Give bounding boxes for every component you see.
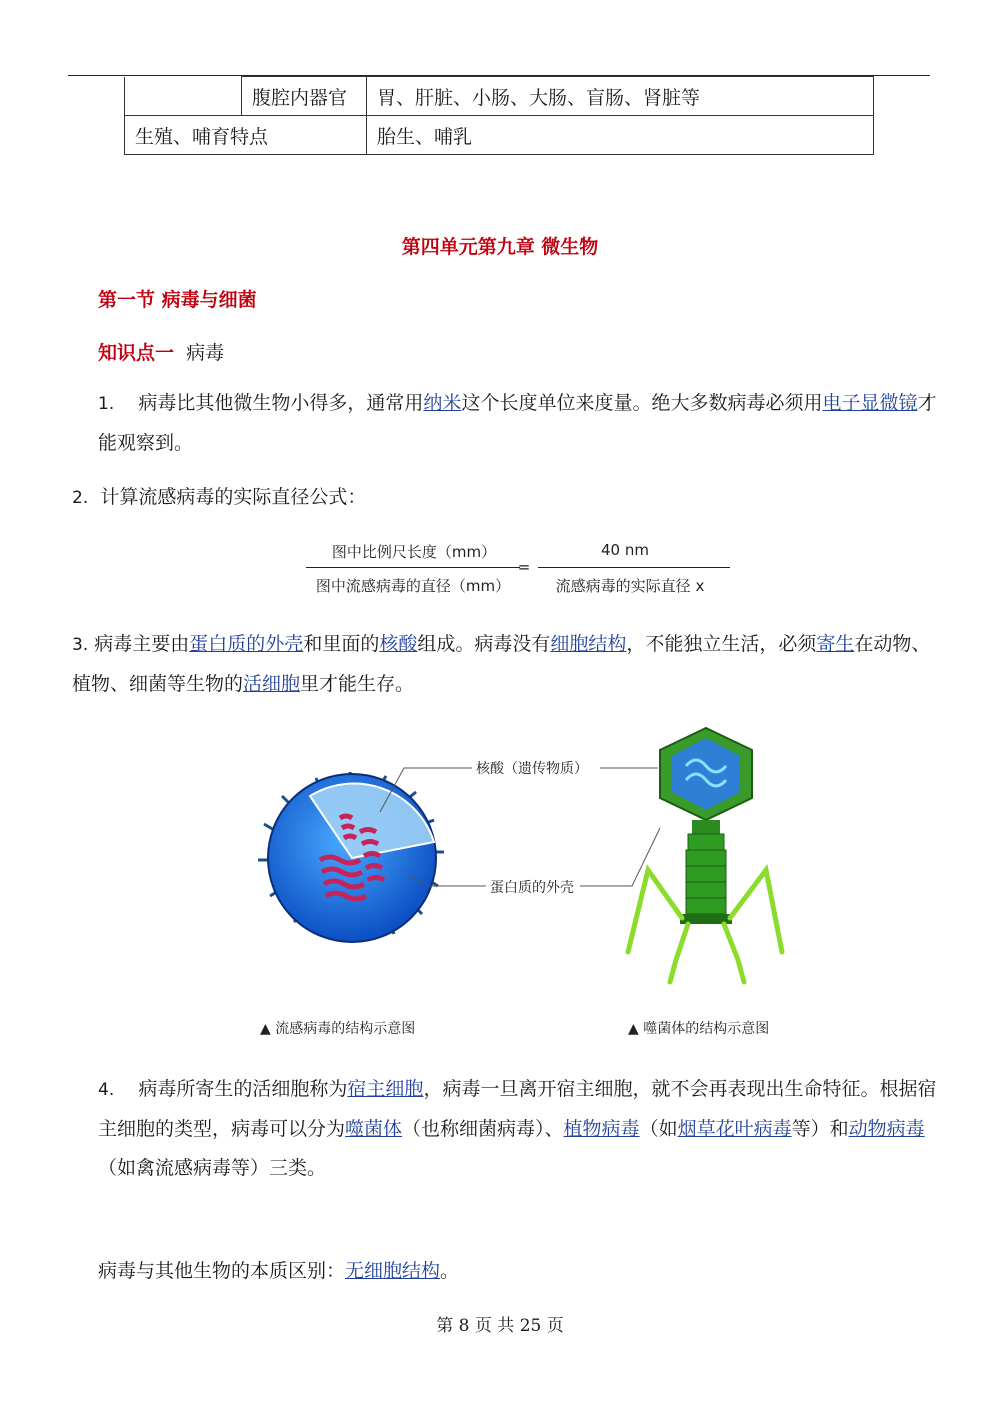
table-cell: 胎生、哺乳	[367, 116, 874, 155]
influenza-virus-illustration	[258, 772, 444, 942]
text: 计算流感病毒的实际直径公式：	[100, 486, 367, 508]
chapter-title: 第四单元第九章 微生物	[401, 236, 599, 258]
paragraph-3	[72, 625, 934, 704]
keyword: 无细胞结构	[345, 1260, 441, 1282]
text: 才能观察到。	[98, 392, 937, 454]
influenza-caption: ▲ 流感病毒的结构示意图	[260, 1021, 416, 1037]
keyword: 蛋白质的外壳	[189, 633, 304, 655]
keyword: 核酸	[379, 633, 418, 655]
keyword: 噬菌体	[345, 1118, 403, 1140]
protein-shell-label: 蛋白质的外壳	[490, 880, 574, 896]
fraction-bar	[538, 567, 730, 568]
table-row	[125, 77, 874, 116]
table-cell	[125, 77, 242, 116]
keyword: 电子显微镜	[822, 392, 918, 414]
text: 病毒主要由	[94, 633, 190, 655]
bacteriophage-illustration	[628, 728, 782, 982]
text: 和里面的	[303, 633, 380, 655]
knowledge-point-label: 知识点一	[98, 342, 175, 364]
formula-right-denominator: 流感病毒的实际直径 x	[555, 577, 705, 595]
anatomy-table	[124, 76, 874, 155]
text: ，病毒一旦离开宿主细胞，就不会再表现出生命特征。根据宿主细胞的类型，病毒可以分为	[98, 1078, 937, 1140]
item-number: 2.	[72, 488, 89, 508]
paragraph-5	[98, 1252, 938, 1291]
page-footer: 第 8 页 共 25 页	[436, 1316, 564, 1336]
keyword: 寄生	[816, 633, 855, 655]
formula-left-denominator: 图中流感病毒的直径（mm）	[315, 577, 511, 595]
section-title: 第一节 病毒与细菌	[98, 289, 257, 311]
text: 这个长度单位来度量。绝大多数病毒必须用	[461, 392, 823, 414]
fraction-bar	[306, 567, 520, 568]
formula-equals: =	[517, 558, 531, 576]
text: （如禽流感病毒等）三类。	[98, 1157, 327, 1179]
item-number: 1.	[98, 394, 115, 414]
keyword: 纳米	[423, 392, 462, 414]
text: 组成。病毒没有	[417, 633, 551, 655]
text: 病毒与其他生物的本质区别：	[98, 1260, 346, 1282]
text: 等）和	[791, 1118, 849, 1140]
formula-left-numerator: 图中比例尺长度（mm）	[331, 543, 497, 561]
table-row	[125, 116, 874, 155]
paragraph-4	[98, 1070, 938, 1188]
table-cell: 胃、肝脏、小肠、大肠、盲肠、肾脏等	[367, 77, 874, 116]
text: （也称细菌病毒）、	[402, 1118, 564, 1140]
text: 病毒所寄生的活细胞称为	[138, 1078, 348, 1100]
keyword: 动物病毒	[848, 1118, 925, 1140]
keyword: 宿主细胞	[347, 1078, 424, 1100]
text: 病毒比其他微生物小得多，通常用	[138, 392, 424, 414]
bacteriophage-caption: ▲ 噬菌体的结构示意图	[628, 1021, 770, 1037]
knowledge-point-topic: 病毒	[186, 342, 225, 364]
text: 。	[440, 1260, 460, 1282]
text: ，不能独立生活，必须	[626, 633, 817, 655]
keyword: 植物病毒	[563, 1118, 640, 1140]
text: 里才能生存。	[300, 673, 415, 695]
paragraph-2	[72, 478, 912, 518]
nucleic-acid-label: 核酸（遗传物质）	[476, 761, 588, 777]
formula-right-numerator: 40 nm	[601, 541, 649, 559]
item-number: 3.	[72, 635, 89, 655]
keyword: 细胞结构	[550, 633, 627, 655]
keyword: 活细胞	[243, 673, 301, 695]
text: （如	[639, 1118, 678, 1140]
paragraph-1	[98, 384, 938, 463]
table-cell: 腹腔内器官	[242, 77, 367, 116]
item-number: 4.	[98, 1080, 115, 1100]
text: 在动物、植物、细菌等生物的	[72, 633, 931, 695]
knowledge-point-heading	[98, 338, 224, 365]
keyword: 烟草花叶病毒	[677, 1118, 792, 1140]
table-cell: 生殖、哺育特点	[125, 116, 367, 155]
